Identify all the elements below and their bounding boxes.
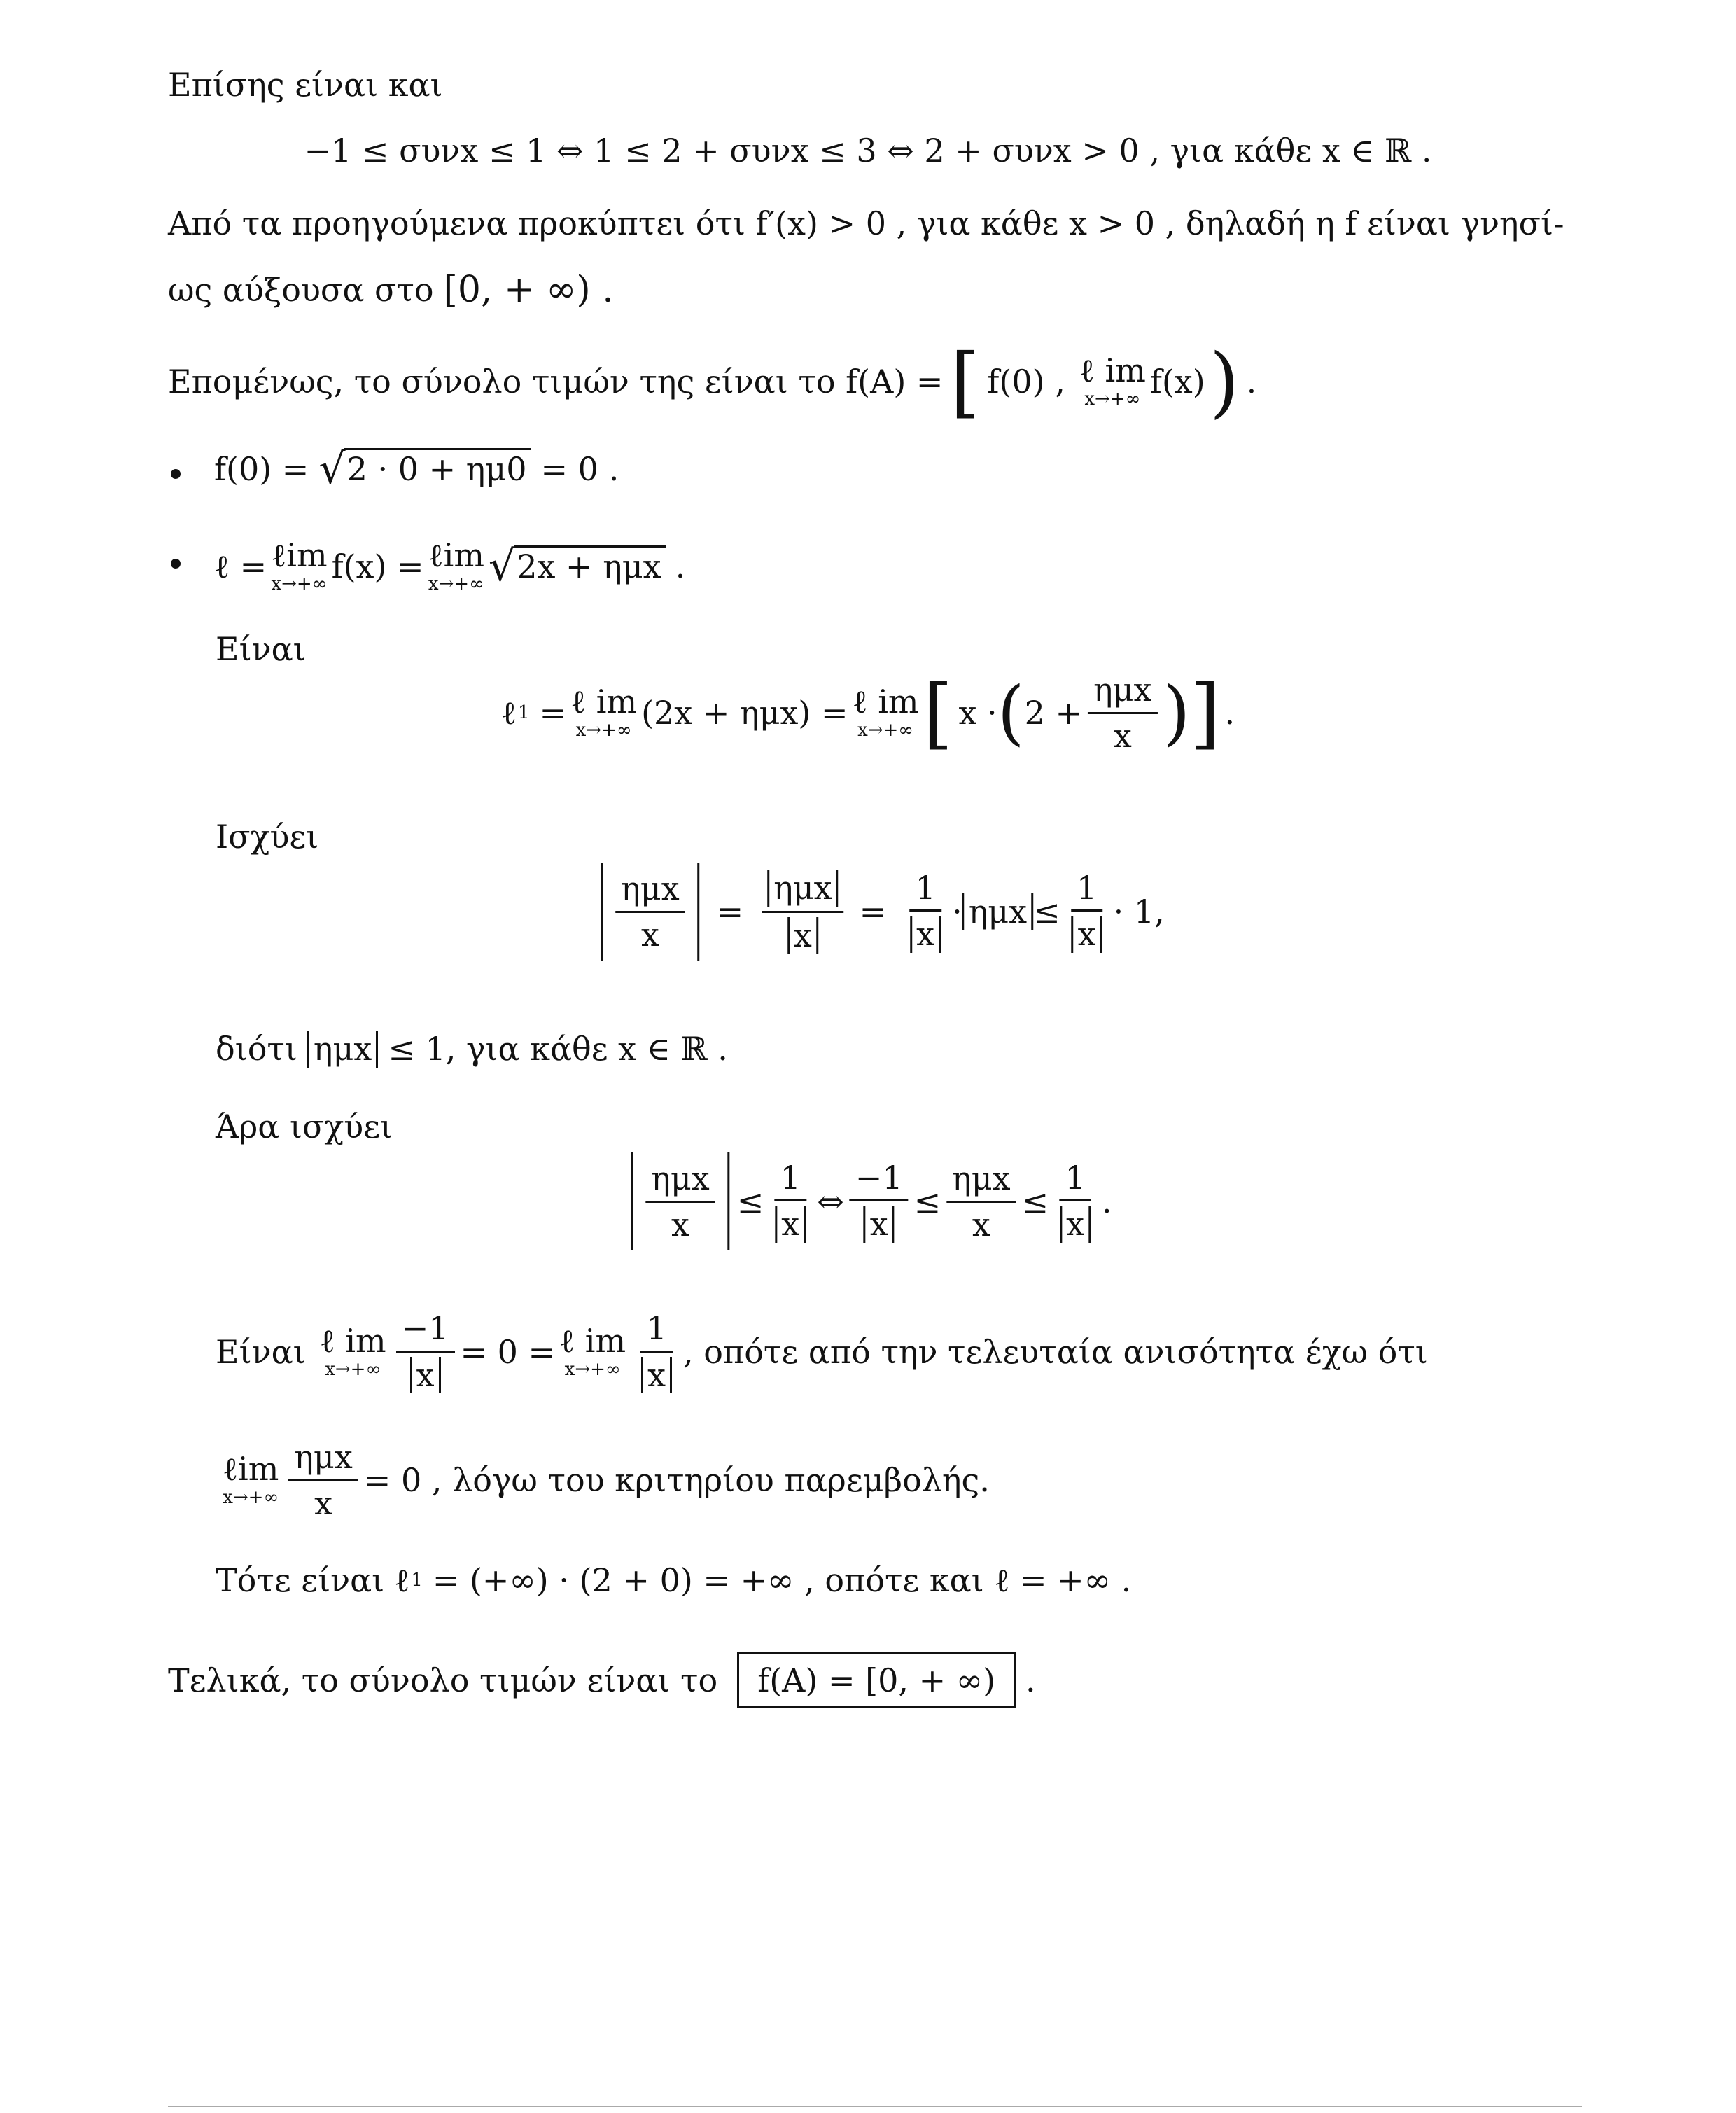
text-dot-one: · 1, [1113,893,1165,930]
leq-sign: ≤ [1021,1183,1049,1220]
abs-bar [601,863,603,961]
paren-close: ) [1209,337,1240,426]
inequality-cos: −1 ≤ συνx ≤ 1 ⇔ 1 ≤ 2 + συνx ≤ 3 ⇔ 2 + συνx > 0 , για κάθε x ∈ ℝ . [304,132,1432,169]
text-eq-zero: = 0 . [540,450,620,488]
dot: · [952,893,962,930]
text-line-derivative: Από τα προηγούμενα προκύπτει ότι f′(x) > 0 , για κάθε x > 0 , δηλαδή η f είναι γνησί- [168,204,1564,242]
bullet-f0 [214,445,620,494]
limit-operator [1079,351,1146,410]
denominator [1054,1201,1096,1243]
abs-hmx: ημx [307,1031,378,1068]
bullet [171,559,181,569]
text-line-intro: Επίσης είναι και [168,66,443,104]
abs-hmx: ημx [767,870,838,907]
limit-squeeze-result [218,1439,990,1521]
sqrt-expression [488,542,666,592]
text-ell-eq: ℓ = [214,548,267,586]
text-opote: , οπότε από την τελευταία ανισότητα έχω ότι [683,1333,1428,1372]
numerator: ημx [288,1439,358,1481]
period: . [1246,363,1257,400]
abs-x: x [910,916,941,953]
text-einai: Είναι [216,630,306,668]
fraction-minus-one-over-abs-x [396,1311,455,1393]
text-dioti-word: διότι [216,1030,298,1068]
text-increasing: ως αύξουσα στο [168,271,434,309]
footer-rule [168,2106,1582,2107]
limit-label: ℓ im [559,1321,626,1360]
text-dioti [216,1031,728,1068]
limit-subscript: x→+∞ [575,719,632,741]
period: . [1224,694,1236,732]
limit-operator [271,536,328,594]
ell-symbol: ℓ [394,1561,410,1599]
sqrt-argument: 2x + ημx [514,545,665,587]
leq-sign: ≤ [1033,893,1060,930]
fraction-hmx-over-x [645,1161,715,1242]
equals-sign: = [539,694,567,732]
subscript-one: 1 [411,1570,423,1591]
abs-x: x [788,917,818,954]
range-definition [168,337,1257,426]
denominator [405,1353,447,1394]
bullet-limit [214,536,686,594]
absolute-inequality [594,863,1165,961]
paren-close: ) [1163,671,1191,754]
limit-subscript: x→+∞ [428,573,484,594]
limit-label: ℓ im [570,682,638,720]
text-fx: f(x) [1149,363,1205,400]
abs-bar [728,1152,730,1250]
numerator [762,870,844,913]
fraction-one-over-abs-x [904,870,946,953]
text-ara: Άρα ισχύει [216,1108,393,1145]
ell-symbol: ℓ [500,694,517,732]
denominator: x [671,1205,690,1243]
numerator: −1 [850,1160,909,1202]
text-isxyei: Ισχύει [216,818,319,856]
sqrt-sign: √ [318,445,346,494]
fraction-abs [762,870,844,954]
bracket-close: ] [1190,668,1221,758]
text-f0-eq: f(0) = [214,450,309,488]
text-einai: Είναι [216,1333,306,1372]
numerator: 1 [640,1311,672,1353]
abs-hmx: ημx [962,893,1033,930]
numerator: ημx [645,1161,715,1203]
text-fx-eq: f(x) = [331,548,424,586]
text-two-plus: 2 + [1024,694,1083,732]
limit-subscript: x→+∞ [271,573,328,594]
numerator: 1 [1071,870,1102,912]
iff-sign: ⇔ [817,1183,844,1220]
text-boxed-range: f(A) = [0, + ∞) [757,1661,996,1699]
equals-sign: = [859,893,887,930]
limits-zero [216,1311,1428,1393]
denominator [769,1201,811,1243]
boxed-result [737,1652,1016,1708]
limit-operator [428,536,484,594]
numerator: 1 [1059,1160,1091,1202]
period: . [1026,1661,1036,1699]
sqrt-sign: √ [488,542,516,592]
denominator: x [640,915,659,954]
limit-operator [319,1321,386,1380]
text-dioti-rest: ≤ 1, για κάθε x ∈ ℝ . [388,1030,728,1068]
numerator: −1 [396,1311,455,1353]
fraction-hmx-over-x [1088,672,1157,753]
abs-x: x [1060,1206,1091,1243]
fraction-hmx-over-x [946,1161,1016,1242]
limit-label: ℓim [271,536,328,574]
bracket-open: [ [950,337,981,426]
limit-operator [570,682,638,741]
limit-subscript: x→+∞ [223,1486,279,1508]
text-tote [216,1561,1132,1599]
limit-subscript: x→+∞ [325,1358,382,1380]
numerator: 1 [775,1160,806,1202]
fraction-hmx-over-x [288,1439,358,1521]
period: . [1102,1183,1112,1220]
bracket-open: [ [923,668,953,758]
text-paremvolis: = 0 , λόγω του κριτηρίου παρεμβολής. [363,1461,990,1500]
denominator: x [314,1484,333,1522]
equation-l1 [500,668,1236,758]
abs-x: x [864,1206,895,1243]
numerator: ημx [1088,672,1157,714]
denominator: x [1113,716,1132,755]
text-line-increasing [168,269,614,311]
subscript-one: 1 [517,702,530,724]
limit-label: ℓ im [852,682,919,720]
bullet [171,469,181,479]
sqrt-argument: 2 · 0 + ημ0 [344,448,531,490]
denominator [636,1353,678,1394]
period: . [675,548,686,586]
text-telika-word: Τελικά, το σύνολο τιμών είναι το [168,1661,718,1699]
limit-subscript: x→+∞ [564,1358,621,1380]
limit-subscript: x→+∞ [1084,388,1141,410]
text-telika [168,1652,1036,1708]
denominator [782,913,824,954]
text-tote-word: Τότε είναι [216,1561,385,1599]
paren-open: ( [997,671,1025,754]
denominator [858,1201,900,1243]
leq-sign: ≤ [913,1183,941,1220]
interval-zero-infinity: [0, + ∞) . [443,269,614,311]
limit-label: ℓ im [1079,351,1146,389]
abs-x: x [775,1206,806,1243]
fraction-one-over-abs-x [769,1160,811,1243]
equals-sign: = [716,893,744,930]
leq-sign: ≤ [736,1183,764,1220]
limit-label: ℓ im [319,1321,386,1360]
fraction-hmx-over-x [615,871,685,952]
numerator: 1 [909,870,941,912]
denominator [904,912,946,953]
limit-label: ℓim [223,1449,279,1488]
limit-operator [559,1321,626,1380]
limit-label: ℓim [428,536,484,574]
numerator: ημx [615,871,685,913]
numerator: ημx [946,1161,1016,1203]
abs-x: x [1072,916,1102,953]
limit-operator [223,1449,279,1508]
fraction-one-over-abs-x [1066,870,1108,953]
denominator: x [972,1205,990,1243]
text-tote-rest: = (+∞) · (2 + 0) = +∞ , οπότε και ℓ = +∞ . [432,1561,1132,1599]
abs-bar [698,863,700,961]
limit-operator [852,682,919,741]
fraction-one-over-abs-x [1054,1160,1096,1243]
abs-x: x [410,1357,441,1394]
abs-bar [631,1152,633,1250]
squeeze-inequality [624,1152,1112,1250]
text-range: Επομένως, το σύνολο τιμών της είναι το f(A) = [168,363,944,400]
limit-subscript: x→+∞ [858,719,913,741]
abs-x: x [641,1357,672,1394]
fraction-one-over-abs-x [636,1311,678,1393]
fraction-minus-one-over-abs-x [850,1160,909,1243]
text-f0: f(0) , [987,363,1065,400]
text-sum: (2x + ημx) = [641,694,848,732]
text-x-dot: x · [958,694,997,732]
denominator [1066,912,1108,953]
text-eq-zero-eq: = 0 = [460,1333,556,1372]
sqrt-expression [318,445,531,494]
